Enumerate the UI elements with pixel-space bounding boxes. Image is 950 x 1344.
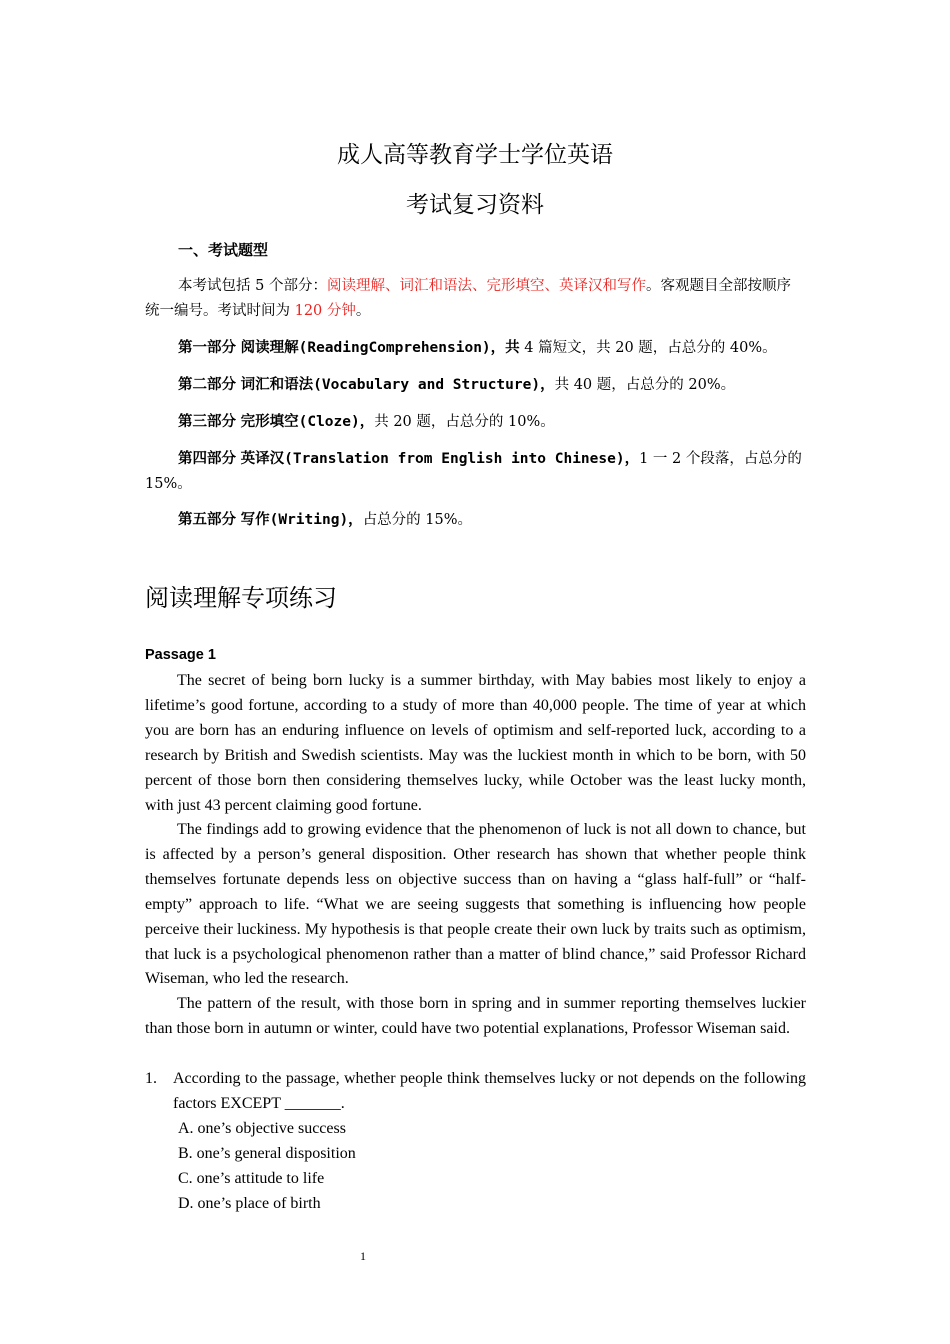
intro-text: 。客观题目全部按顺序统一编号。考试时间为 [145,278,791,319]
answer-option-d: D. one’s place of birth [178,1195,321,1212]
part-name: 词汇和语法(Vocabulary and Structure)， [240,377,555,393]
question-number: 1. [145,1070,157,1087]
part-desc: 1 一 2 个段落，占总分的 15%。 [145,451,802,492]
part-label: 第二部分 [178,377,236,393]
passage-title: Passage 1 [145,647,216,663]
intro-paragraph [145,274,805,324]
part-desc: 4 篇短文，共 20 题，占总分的 40%。 [519,340,777,356]
page-number: 1 [360,1249,366,1263]
part-label: 第三部分 [178,414,236,430]
part-desc: 共 40 题，占总分的 20%。 [554,377,736,393]
part-label: 第四部分 [178,451,236,467]
intro-text: 本考试包括 5 个部分： [178,278,327,294]
part-name: 写作(Writing)， [240,512,363,528]
answer-option-c: C. one’s attitude to life [178,1170,325,1187]
intro-text: 。 [355,303,371,319]
answer-option-b: B. one’s general disposition [178,1145,356,1162]
passage-paragraph-3: The pattern of the result, with those born in spring and in summer reporting themselves luckier than those born in autumn or winter, could have two potential explanations, Professor Wiseman said. [145,995,806,1037]
exam-part-4 [145,447,805,497]
section-heading-reading: 阅读理解专项练习 [145,584,337,612]
section-heading-exam-types: 一、考试题型 [178,241,269,259]
part-desc: 占总分的 15%。 [362,512,473,528]
intro-highlight-parts: 阅读理解、词汇和语法、完形填空、英译汉和写作 [326,278,646,294]
exam-part-2 [145,373,805,398]
question-text: According to the passage, whether people think themselves lucky or not depends on the following factors EXCEPT _______. [173,1070,806,1112]
answer-option-a: A. one’s objective success [178,1120,346,1137]
intro-highlight-time: 120 分钟 [294,303,356,319]
document-subtitle: 考试复习资料 [406,192,544,218]
document-title: 成人高等教育学士学位英语 [337,142,613,168]
part-name: 阅读理解(ReadingComprehension)，共 [240,340,520,356]
part-desc: 共 20 题，占总分的 10%。 [374,414,555,430]
part-name: 完形填空(Cloze)， [240,414,375,430]
exam-part-1 [145,336,805,361]
part-name: 英译汉(Translation from English into Chinese)， [240,451,640,467]
exam-part-5 [145,508,805,533]
part-label: 第五部分 [178,512,236,528]
part-label: 第一部分 [178,340,236,356]
exam-part-3 [145,410,805,435]
passage-paragraph-1: The secret of being born lucky is a summer birthday, with May babies most likely to enjoy a lifetime’s good fortune, according to a study of more than 40,000 people. The time of year at which you are born has an enduring influence on levels of optimism and self-reported luck, according to a research by British and Swedish scientists. May was the luckiest month in which to be born, with 50 percent of those born then considering themselves lucky, while October was the least lucky month, with just 43 percent claiming good fortune. [145,672,806,814]
passage-paragraph-2: The findings add to growing evidence that the phenomenon of luck is not all down to chance, but is affected by a person’s general disposition. Other research has shown that whether people think themselves fortunate depends less on objective success than on having a “glass half-full” or “half-empty” approach to life. “What we are seeing suggests that something is influencing how people perceive their luckiness. My hypothesis is that people create their own luck by traits such as optimism, that luck is a psychological phenomenon rather than a matter of blind chance,” said Professor Richard Wiseman, who led the research. [145,821,806,988]
question-1 [145,1067,806,1117]
